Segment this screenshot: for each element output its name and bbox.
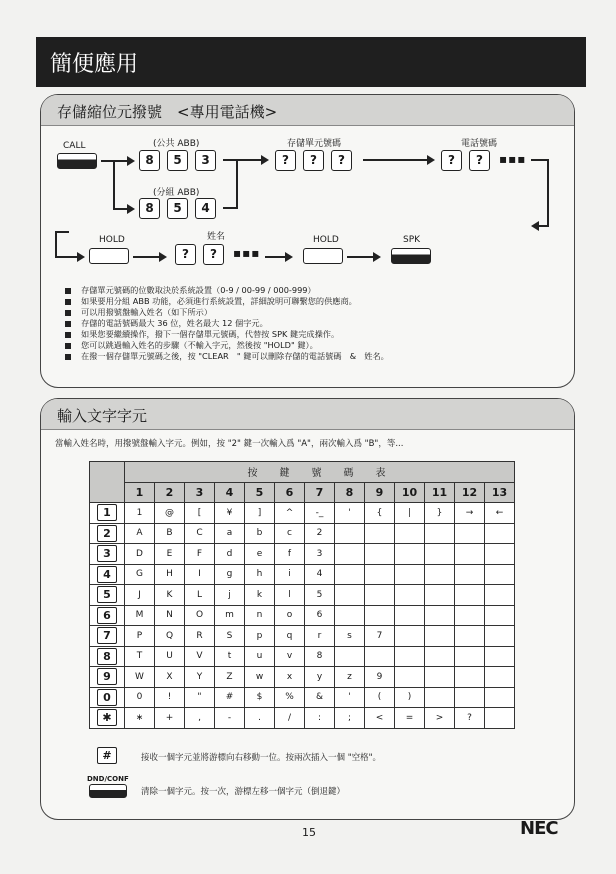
table-cell: -_ [305,503,335,524]
table-cell [455,626,485,647]
table-cell: y [305,667,335,688]
arrow [223,159,267,161]
row-key [90,626,125,647]
table-cell: I [185,564,215,585]
table-cell [485,605,515,626]
key-question: ? [203,244,224,265]
spk-label: SPK [403,235,421,245]
table-cell [365,605,395,626]
table-cell: X [155,667,185,688]
table-cell: e [245,544,275,565]
table-cell: = [395,708,425,729]
table-cell [485,687,515,708]
table-cell: O [185,605,215,626]
table-cell: } [425,503,455,524]
table-cell: J [125,585,155,606]
col-header: 4 [215,482,245,503]
flow-line [547,159,549,227]
join-line [223,207,237,209]
table-cell [485,626,515,647]
col-header: 10 [395,482,425,503]
row-key-icon: 2 [97,525,117,542]
arrow [113,208,133,210]
table-cell: { [365,503,395,524]
table-cell: p [245,626,275,647]
table-cell: V [185,646,215,667]
table-cell: i [275,564,305,585]
table-cell: l [275,585,305,606]
note-item: 如果您要繼續操作，撥下一個存儲單元號碼，代替按 SPK 鍵完成操作。 [65,329,389,340]
text-entry-panel [40,398,575,820]
note-item: 存儲的電話號碼最大 36 位，姓名最大 12 個字元。 [65,318,389,329]
table-cell [395,585,425,606]
table-cell: z [335,667,365,688]
group-abb-label: (分組 ABB) [153,188,200,198]
col-header: 11 [425,482,455,503]
table-cell: + [155,708,185,729]
ellipsis: ▪▪▪ [499,152,527,166]
table-cell [485,544,515,565]
table-cell: : [305,708,335,729]
table-cell: H [155,564,185,585]
dnd-conf-label: DND/CONF [87,775,129,783]
key-4: 4 [195,198,216,219]
table-cell: b [245,523,275,544]
table-cell [485,523,515,544]
table-cell [485,564,515,585]
row-key [90,667,125,688]
brand-logo: NEC [520,818,558,839]
page-title: 簡便應用 [50,52,139,77]
table-cell: ? [455,708,485,729]
table-cell: K [155,585,185,606]
row-key [90,564,125,585]
hash-key-note: 接收一個字元並將游標向右移動一位。按兩次插入一個 "空格"。 [141,753,382,763]
table-cell: 4 [305,564,335,585]
table-cell: ← [485,503,515,524]
note-item: 可以用撥號盤輸入姓名（如下所示） [65,307,389,318]
table-row [90,503,515,524]
table-cell: t [215,646,245,667]
table-cell: 3 [305,544,335,565]
table-cell: ; [335,708,365,729]
col-header: 9 [365,482,395,503]
col-header: 7 [305,482,335,503]
key-question: ? [303,150,324,171]
table-cell [425,626,455,647]
arrow [101,160,133,162]
key-question: ? [175,244,196,265]
table-cell: 9 [365,667,395,688]
table-cell: ¥ [215,503,245,524]
table-cell: 1 [125,503,155,524]
table-cell: ] [245,503,275,524]
table-cell [455,687,485,708]
row-key-icon: 8 [97,648,117,665]
table-cell: ( [365,687,395,708]
hold-label: HOLD [99,235,125,245]
branch-line [113,161,115,209]
arrow-head [531,221,539,231]
row-key [90,523,125,544]
table-cell: x [275,667,305,688]
col-header: 3 [185,482,215,503]
hold-button-icon [89,248,129,264]
table-row [90,708,515,729]
table-cell: / [275,708,305,729]
table-row [90,626,515,647]
table-cell: 5 [305,585,335,606]
table-cell [485,585,515,606]
table-cell [455,605,485,626]
key-question: ? [275,150,296,171]
table-cell [395,667,425,688]
row-key [90,585,125,606]
table-cell: T [125,646,155,667]
table-cell: @ [155,503,185,524]
table-cell [335,544,365,565]
table-cell: a [215,523,245,544]
table-cell [455,544,485,565]
table-cell: D [125,544,155,565]
row-key [90,503,125,524]
row-key-icon: 7 [97,627,117,644]
col-header: 5 [245,482,275,503]
table-cell: u [245,646,275,667]
ellipsis: ▪▪▪ [233,246,261,260]
table-cell: 8 [305,646,335,667]
table-cell: ^ [275,503,305,524]
table-cell [335,585,365,606]
col-header: 12 [455,482,485,503]
key-8: 8 [139,150,160,171]
table-cell: k [245,585,275,606]
table-cell: B [155,523,185,544]
section-title: 輸入文字字元 [57,407,148,425]
intro-text: 當輸入姓名時，用撥號盤輸入字元。例如，按 "2" 鍵一次輸入爲 "A"，兩次輸入爲 "B"，等... [55,439,404,449]
table-cell: R [185,626,215,647]
table-cell [365,544,395,565]
table-cell: A [125,523,155,544]
row-key [90,544,125,565]
table-body [90,503,515,729]
table-cell: < [365,708,395,729]
table-cell: W [125,667,155,688]
table-cell [335,646,365,667]
table-cell: Q [155,626,185,647]
note-item: 存儲單元號碼的位數取決於系統設置（0-9 / 00-99 / 000-999） [65,285,389,296]
key-code-table [89,461,515,729]
arrow [363,159,433,161]
col-header: 13 [485,482,515,503]
table-cell: g [215,564,245,585]
row-key [90,708,125,729]
arrow [347,256,379,258]
note-item: 如果要用分組 ABB 功能，必須進行系統設置，詳細說明可聯繫您的供應商。 [65,296,389,307]
table-cell: % [275,687,305,708]
table-cell [365,523,395,544]
table-cell: s [335,626,365,647]
section-title: 存儲縮位元撥號 <專用電話機> [57,103,278,121]
table-cell: & [305,687,335,708]
table-row [90,544,515,565]
public-abb-label: (公共 ABB) [153,139,200,149]
table-cell: E [155,544,185,565]
table-cell: N [155,605,185,626]
flow-line [55,231,57,257]
section-title-bar [41,399,574,430]
hold-button-icon [303,248,343,264]
row-key-icon: 0 [97,689,117,706]
arrow [265,256,291,258]
table-row [90,585,515,606]
table-cell: M [125,605,155,626]
table-cell [455,585,485,606]
table-cell: j [215,585,245,606]
table-cell: " [185,687,215,708]
table-cell [455,646,485,667]
table-cell: ' [335,503,365,524]
table-cell [395,523,425,544]
arrow [55,256,83,258]
table-cell: 6 [305,605,335,626]
flow-line [55,231,69,233]
speed-dial-panel [40,94,575,388]
call-button-icon [57,153,97,169]
row-key-icon: 9 [97,668,117,685]
key-question: ? [441,150,462,171]
table-cell [485,667,515,688]
table-cell: - [215,708,245,729]
table-cell: > [425,708,455,729]
table-cell: [ [185,503,215,524]
table-cell: , [185,708,215,729]
table-cell [425,687,455,708]
row-key [90,605,125,626]
table-cell: q [275,626,305,647]
table-cell [335,523,365,544]
table-cell [485,708,515,729]
table-cell: $ [245,687,275,708]
note-item: 您可以跳過輸入姓名的步驟（不輸入字元，然後按 "HOLD" 鍵）。 [65,340,389,351]
dnd-conf-button-icon [89,784,127,798]
table-cell: f [275,544,305,565]
row-key-icon: 5 [97,586,117,603]
table-cell: 0 [125,687,155,708]
table-cell [365,646,395,667]
table-cell: G [125,564,155,585]
table-cell: 2 [305,523,335,544]
table-cell: ' [335,687,365,708]
table-cell [335,605,365,626]
name-label: 姓名 [207,232,226,242]
table-cell [455,667,485,688]
table-cell: o [275,605,305,626]
table-cell [365,585,395,606]
table-corner [90,462,125,503]
hash-key-icon: # [97,747,117,764]
table-cell: n [245,605,275,626]
table-cell [425,585,455,606]
key-5: 5 [167,198,188,219]
table-row [90,523,515,544]
table-cell: S [215,626,245,647]
table-cell [425,523,455,544]
row-key-icon: 3 [97,545,117,562]
col-header: 2 [155,482,185,503]
arrow [133,256,165,258]
hold-label: HOLD [313,235,339,245]
table-cell: . [245,708,275,729]
store-unit-label: 存儲單元號碼 [287,139,342,149]
table-cell: d [215,544,245,565]
key-5: 5 [167,150,188,171]
table-cell: C [185,523,215,544]
call-label: CALL [63,141,86,151]
table-cell: F [185,544,215,565]
table-cell: h [245,564,275,585]
row-key-icon: 6 [97,607,117,624]
row-key-icon: 1 [97,504,117,521]
table-cell: w [245,667,275,688]
table-cell: → [455,503,485,524]
table-cell: Y [185,667,215,688]
row-key [90,646,125,667]
col-header: 8 [335,482,365,503]
notes-list [65,285,389,362]
table-cell: c [275,523,305,544]
table-row [90,687,515,708]
table-cell: P [125,626,155,647]
table-cell [425,605,455,626]
col-header: 1 [125,482,155,503]
phone-number-label: 電話號碼 [461,139,498,149]
key-8: 8 [139,198,160,219]
table-cell: U [155,646,185,667]
table-cell [395,646,425,667]
row-key-icon: 4 [97,566,117,583]
table-cell: ) [395,687,425,708]
spk-button-icon [391,248,431,264]
note-item: 在撥一個存儲單元號碼之後，按 "CLEAR " 鍵可以刪除存儲的電話號碼 & 姓名。 [65,351,389,362]
table-cell: L [185,585,215,606]
page-header-banner [36,37,586,87]
key-question: ? [331,150,352,171]
table-row [90,646,515,667]
table-cell: v [275,646,305,667]
table-cell [455,523,485,544]
section-title-bar [41,95,574,126]
table-cell: m [215,605,245,626]
table-row [90,564,515,585]
row-key [90,687,125,708]
row-key-icon: ✱ [97,709,117,726]
dnd-conf-note: 清除一個字元。按一次，游標左移一個字元（倒退鍵） [141,787,346,797]
table-cell [425,564,455,585]
table-cell: ! [155,687,185,708]
table-cell: ∗ [125,708,155,729]
table-cell [455,564,485,585]
table-cell [425,646,455,667]
table-cell: r [305,626,335,647]
page-number: 15 [302,826,316,839]
table-cell [395,605,425,626]
table-cell [365,564,395,585]
table-cell [335,564,365,585]
table-cell [485,646,515,667]
table-cell: # [215,687,245,708]
table-row [90,605,515,626]
join-line [236,159,238,209]
table-cell: Z [215,667,245,688]
table-cell: 7 [365,626,395,647]
table-cell [425,544,455,565]
table-cell [425,667,455,688]
table-cell [395,564,425,585]
table-cell [395,544,425,565]
key-question: ? [469,150,490,171]
key-3: 3 [195,150,216,171]
table-cell [395,626,425,647]
table-row [90,667,515,688]
col-header: 6 [275,482,305,503]
table-title: 按 鍵 號 碼 表 [125,462,515,483]
table-cell: | [395,503,425,524]
